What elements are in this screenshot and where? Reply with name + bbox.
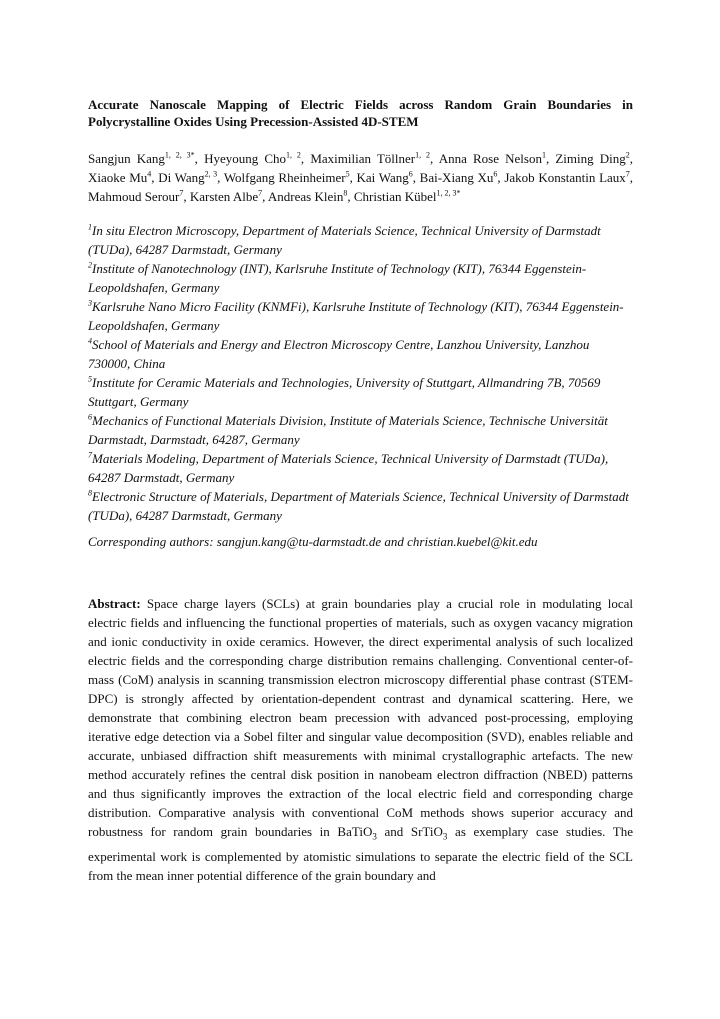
author-name: Ziming Ding (555, 151, 626, 166)
author-affiliation-marker: 6 (408, 169, 413, 179)
author-name: Jakob Konstantin Laux (504, 170, 626, 185)
affiliation-number: 6 (88, 412, 92, 422)
author-affiliation-marker: 1, 2 (286, 150, 301, 160)
abstract-subscript: 3 (442, 831, 448, 842)
affiliation (88, 297, 633, 335)
affiliation (88, 221, 633, 259)
corresponding-authors: Corresponding authors: sangjun.kang@tu-darmstadt.de and christian.kuebel@kit.edu (88, 534, 538, 549)
affiliation (88, 487, 633, 525)
affiliation-text: Materials Modeling, Department of Materials Science, Technical University of Darmstadt (TUDa), 64287 Darmstadt, Germany (88, 451, 609, 485)
affiliation (88, 411, 633, 449)
affiliation-text: Institute of Nanotechnology (INT), Karlsruhe Institute of Technology (KIT), 76344 Eggenstein-Leopoldshafen, Germany (88, 261, 587, 295)
author-affiliation-marker: 8 (343, 188, 348, 198)
author-name: Sangjun Kang (88, 151, 165, 166)
affiliation (88, 449, 633, 487)
author-name: Anna Rose Nelson (438, 151, 542, 166)
author-name: Christian Kübel (353, 189, 437, 204)
author-name: Andreas Klein (267, 189, 344, 204)
author-name: Kai Wang (356, 170, 409, 185)
abstract-subscript: 3 (372, 831, 377, 842)
abstract-text: and SrTiO (376, 824, 443, 839)
affiliation-list (88, 221, 633, 525)
affiliation-number: 2 (88, 260, 92, 270)
author-name: Hyeyoung Cho (204, 151, 287, 166)
author-name: Wolfgang Rheinheimer (223, 170, 346, 185)
affiliation-number: 5 (88, 374, 92, 384)
affiliation (88, 373, 633, 411)
paper-title: Accurate Nanoscale Mapping of Electric Fields across Random Grain Boundaries in Polycrystalline Oxides Using Precession-Assisted 4D-STEM (88, 97, 633, 129)
author-affiliation-marker: 7 (179, 188, 184, 198)
affiliation-number: 4 (88, 336, 92, 346)
author-affiliation-marker: 4 (147, 169, 152, 179)
author-name: Xiaoke Mu (88, 170, 148, 185)
affiliation-text: Mechanics of Functional Materials Division, Institute of Materials Science, Technische Universität Darmstadt, Darmstadt, 64287, Germany (88, 413, 608, 447)
affiliation-text: School of Materials and Energy and Electron Microscopy Centre, Lanzhou University, Lanzhou 730000, China (88, 337, 590, 371)
paper-page (88, 96, 633, 885)
affiliation-text: In situ Electron Microscopy, Department of Materials Science, Technical University of Darmstadt (TUDa), 64287 Darmstadt, Germany (88, 223, 601, 257)
affiliation-text: Electronic Structure of Materials, Department of Materials Science, Technical University of Darmstadt (TUDa), 64287 Darmstadt, Germany (88, 489, 629, 523)
author-name: Bai-Xiang Xu (419, 170, 494, 185)
author-name: Di Wang (158, 170, 205, 185)
author-list: Sangjun Kang$^{1, 2, 3*}$, Hyeyoung Cho$^{1, 2}$, Maximilian Töllner$^{1, 2}$, Anna Rose Nelson$^1$, Ziming Ding$^2$, Xiaoke Mu$^4$, Di Wang$^{2, 3}$, Wolfgang Rheinheimer$^5$, Kai Wang$^6$, Bai-Xiang Xu$^6$, Jakob Konstantin Laux$^7$, Mahmoud Serour$^7$, Karsten Albe$^7$, Andreas Klein$^8$, Christian Kübel$^{1, 2, 3*}$ (88, 150, 634, 204)
author-affiliation-marker: 7 (258, 188, 263, 198)
abstract-label: Abstract: (88, 596, 141, 611)
author-affiliation-marker: 1, 2, 3* (164, 150, 195, 160)
affiliation-number: 7 (88, 450, 92, 460)
abstract-text: Space charge layers (SCLs) at grain boundaries play a crucial role in modulating local electric fields and influencing the functional properties of materials, such as oxygen vacancy migration and ionic conductivity in oxide ceramics. However, the direct experimental analysis of such localized electric fields and the corresponding charge distribution remains challenging. Conventional center-of-mass (CoM) analysis in scanning transmission electron microscopy differential phase contrast (STEM-DPC) is strongly affected by orientation-dependent contrast and dynamical scattering. Here, we demonstrate that combining electron beam precession with advanced post-processing, employing iterative edge detection via a Sobel filter and singular value decomposition (SVD), enables reliable and accurate, unbiased diffraction shift measurements with minimal crystallographic artefacts. The new method accurately refines the central disk position in nanobeam electron diffraction (NBED) patterns and thus significantly improves the extraction of the local electric field and corresponding charge distribution. Comparative analysis with conventional CoM methods shows superior accuracy and robustness for random grain boundaries in BaTiO (88, 596, 633, 839)
affiliation-number: 3 (88, 298, 92, 308)
affiliation (88, 259, 633, 297)
author-affiliation-marker: 1 (541, 150, 546, 160)
author-affiliation-marker: 2, 3 (204, 169, 218, 179)
author-affiliation-marker: 1, 2 (415, 150, 431, 160)
abstract (88, 594, 633, 885)
affiliation-number: 8 (88, 488, 92, 498)
author-name: Maximilian Töllner (310, 151, 416, 166)
author-affiliation-marker: 5 (345, 169, 350, 179)
author-name: Karsten Albe (189, 189, 259, 204)
affiliation-text: Karlsruhe Nano Micro Facility (KNMFi), Karlsruhe Institute of Technology (KIT), 76344 Eggenstein-Leopoldshafen, Germany (88, 299, 624, 333)
affiliation (88, 335, 633, 373)
author-affiliation-marker: 2 (625, 150, 630, 160)
affiliation-text: Institute for Ceramic Materials and Technologies, University of Stuttgart, Allmandring 7B, 70569 Stuttgart, Germany (88, 375, 601, 409)
author-affiliation-marker: 7 (625, 169, 630, 179)
author-affiliation-marker: 1, 2, 3* (436, 188, 461, 198)
author-affiliation-marker: 6 (493, 169, 498, 179)
author-name: Mahmoud Serour (88, 189, 180, 204)
affiliation-number: 1 (88, 222, 92, 232)
abstract-text: as exemplary case studies. The experimental work is complemented by atomistic simulations to separate the electric field of the SCL from the mean inner potential difference of the grain boundary and (88, 824, 633, 883)
